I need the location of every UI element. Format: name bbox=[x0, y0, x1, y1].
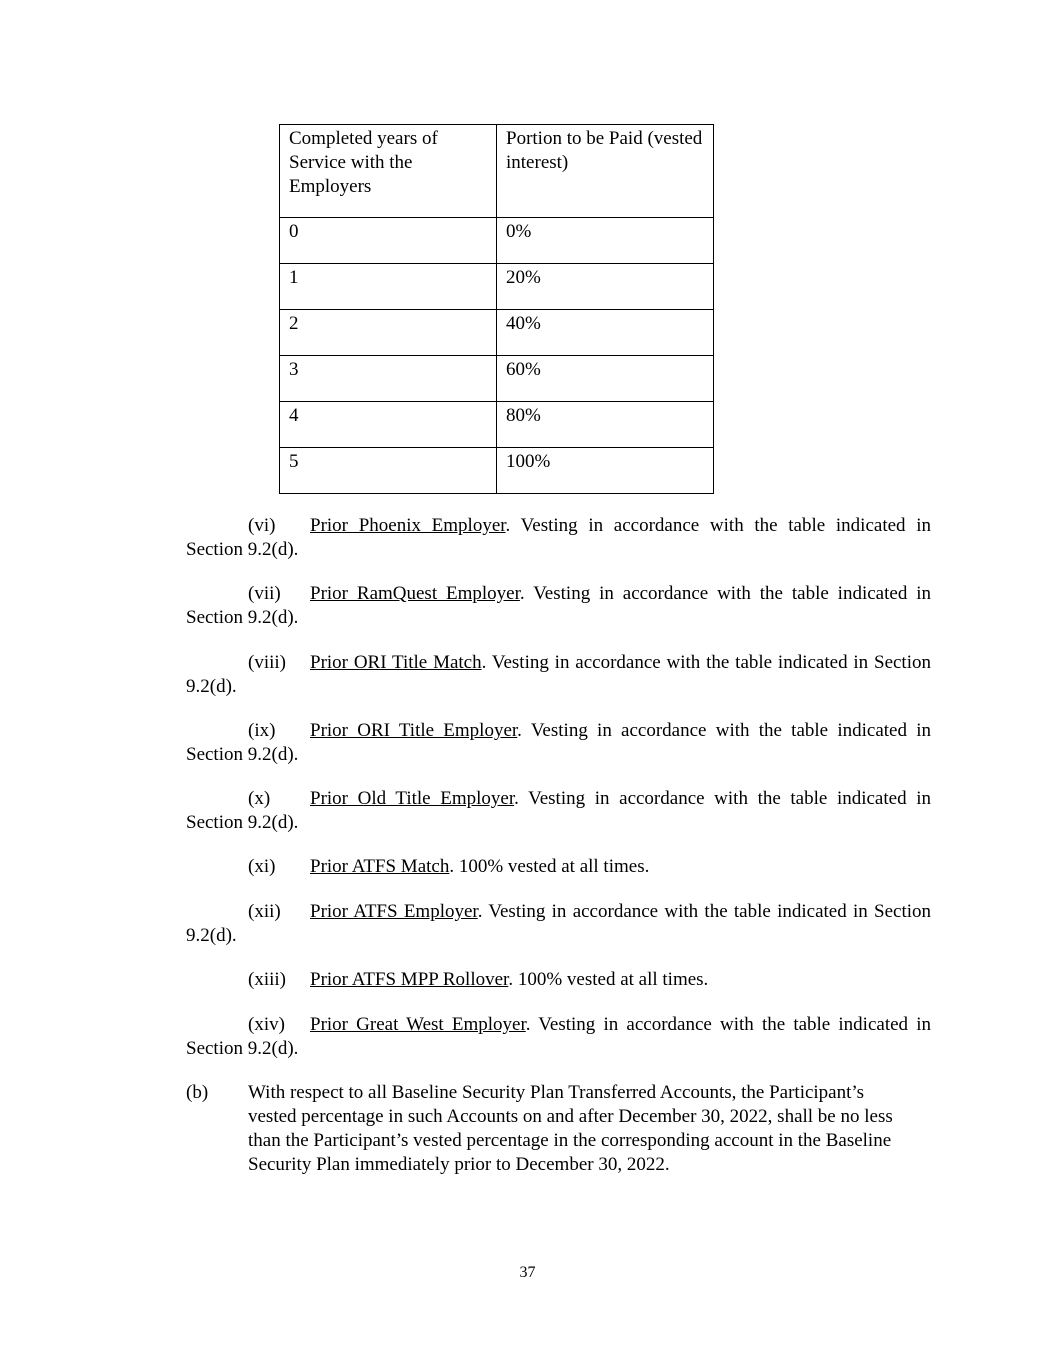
item-title: Prior ATFS MPP Rollover bbox=[310, 969, 509, 990]
table-cell: 100% bbox=[497, 448, 714, 494]
item-text: . Vesting in accordance with the table indicated in Section 9.2(d). bbox=[186, 901, 932, 946]
table-cell: 4 bbox=[280, 402, 497, 448]
table-cell: 0% bbox=[497, 218, 714, 264]
item-title: Prior Phoenix Employer bbox=[310, 515, 506, 536]
list-item bbox=[186, 968, 931, 992]
paragraph-label: (b) bbox=[186, 1082, 209, 1103]
table-row bbox=[280, 356, 714, 402]
item-text: . Vesting in accordance with the table indicated in Section 9.2(d). bbox=[186, 720, 931, 765]
item-text: . 100% vested at all times. bbox=[449, 856, 650, 877]
vesting-table bbox=[279, 124, 714, 494]
item-text: . Vesting in accordance with the table indicated in Section 9.2(d). bbox=[186, 515, 931, 560]
list-item bbox=[186, 514, 931, 562]
item-text: . 100% vested at all times. bbox=[508, 969, 709, 990]
paragraph-text: With respect to all Baseline Security Plan Transferred Accounts, the Participant’s vested percentage in such Accounts on and after December 30, 2022, shall be no less than the Participant’s vested percentage in the corresponding account in the Baseline Security Plan immediately prior to December 30, 2022. bbox=[248, 1082, 893, 1175]
item-title: Prior ORI Title Employer bbox=[310, 720, 518, 741]
table-row bbox=[280, 402, 714, 448]
table-cell: 20% bbox=[497, 264, 714, 310]
column-header: Portion to be Paid (vested interest) bbox=[497, 125, 714, 218]
table-cell: 5 bbox=[280, 448, 497, 494]
item-text: . Vesting in accordance with the table indicated in Section 9.2(d). bbox=[186, 788, 931, 833]
list-item bbox=[186, 787, 931, 835]
item-title: Prior ATFS Match bbox=[310, 856, 450, 877]
table-cell: 40% bbox=[497, 310, 714, 356]
item-number: (vii) bbox=[248, 583, 281, 604]
item-number: (vi) bbox=[248, 515, 276, 536]
list-item bbox=[186, 651, 931, 699]
table-cell: 3 bbox=[280, 356, 497, 402]
item-number: (xi) bbox=[248, 856, 276, 877]
item-title: Prior ORI Title Match bbox=[310, 652, 482, 673]
item-text: . Vesting in accordance with the table indicated in Section 9.2(d). bbox=[186, 1014, 931, 1059]
list-item bbox=[186, 582, 931, 630]
column-header: Completed years of Service with the Employers bbox=[280, 125, 497, 218]
page-number: 37 bbox=[519, 1264, 536, 1281]
table-cell: 60% bbox=[497, 356, 714, 402]
list-item bbox=[186, 855, 931, 879]
list-item bbox=[186, 900, 931, 948]
item-title: Prior Great West Employer bbox=[310, 1014, 526, 1035]
list-item bbox=[186, 1013, 931, 1061]
table-row bbox=[280, 218, 714, 264]
item-number: (xii) bbox=[248, 901, 281, 922]
item-number: (viii) bbox=[248, 652, 286, 673]
item-number: (ix) bbox=[248, 720, 276, 741]
table-cell: 2 bbox=[280, 310, 497, 356]
table-cell: 1 bbox=[280, 264, 497, 310]
item-number: (xiv) bbox=[248, 1014, 285, 1035]
paragraph-b bbox=[186, 1081, 931, 1177]
table-cell: 80% bbox=[497, 402, 714, 448]
table-row bbox=[280, 448, 714, 494]
item-title: Prior ATFS Employer bbox=[310, 901, 478, 922]
item-number: (x) bbox=[248, 788, 271, 809]
table-cell: 0 bbox=[280, 218, 497, 264]
table-row bbox=[280, 264, 714, 310]
item-number: (xiii) bbox=[248, 969, 286, 990]
list-item bbox=[186, 719, 931, 767]
item-title: Prior RamQuest Employer bbox=[310, 583, 520, 604]
table-row bbox=[280, 310, 714, 356]
item-title: Prior Old Title Employer bbox=[310, 788, 515, 809]
item-text: . Vesting in accordance with the table indicated in Section 9.2(d). bbox=[186, 652, 931, 697]
item-text: . Vesting in accordance with the table indicated in Section 9.2(d). bbox=[186, 583, 931, 628]
table-header-row bbox=[280, 125, 714, 218]
